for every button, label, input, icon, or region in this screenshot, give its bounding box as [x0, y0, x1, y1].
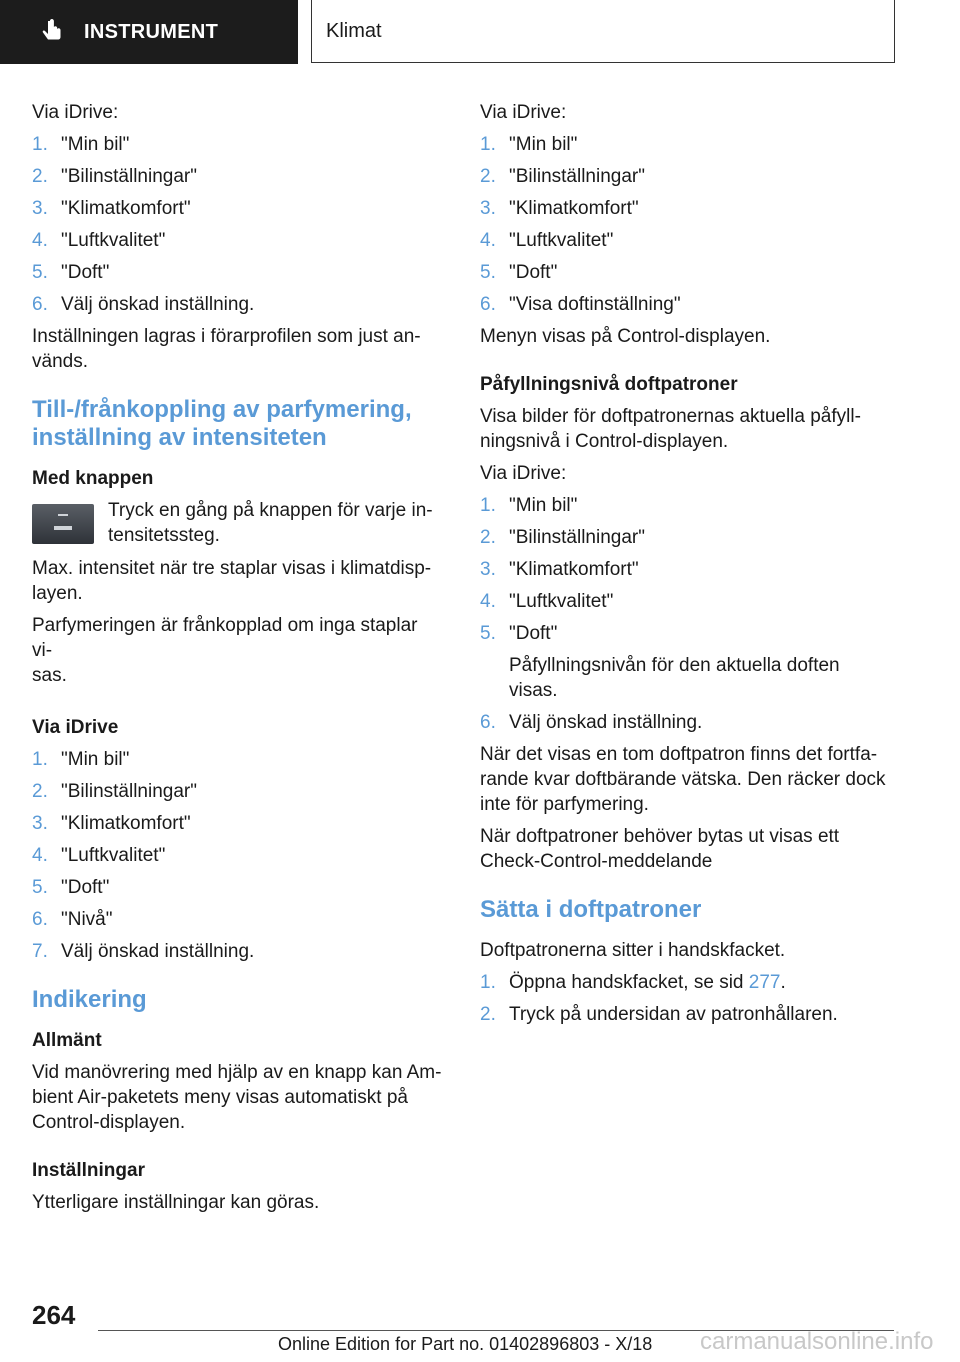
hand-pointer-icon [38, 18, 66, 46]
list-item: 6. Välj önskad inställning. [480, 712, 703, 733]
list-item: 2. "Bilinställningar" [32, 166, 197, 187]
button-description-text: Tryck en gång på knappen för varje in- tensitetssteg. [108, 500, 433, 546]
steps-list-3 [480, 132, 890, 317]
list-item-note: Påfyllningsnivån för den aktuella doften visas. [509, 655, 840, 701]
paragraph: Parfymeringen är frånkopplad om inga staplar vi- sas. [32, 615, 418, 686]
list-item: 1. "Min bil" [480, 495, 578, 516]
steps-list-5 [480, 970, 890, 1027]
list-item: 1. "Min bil" [32, 134, 130, 155]
list-item: 7. Välj önskad inställning. [32, 941, 255, 962]
via-idrive-label: Via iDrive: [480, 463, 567, 484]
list-item: 1. "Min bil" [32, 749, 130, 770]
list-item: 6. Välj önskad inställning. [32, 294, 255, 315]
list-item: 6. "Nivå" [32, 909, 113, 930]
subheading: Med knappen [32, 468, 154, 489]
section-label: Klimat [326, 19, 382, 42]
page-footer [0, 1290, 960, 1362]
section-tab [311, 0, 895, 63]
list-item: 5. "Doft" [32, 262, 110, 283]
paragraph: Doftpatronerna sitter i handskfacket. [480, 940, 786, 961]
paragraph: När det visas en tom doftpatron finns det fortfa- rande kvar doftbärande vätska. Den räcker dock inte för parfymering. [480, 744, 886, 815]
section-heading: Till-/frånkoppling av parfymering, inställning av intensiteten [32, 396, 412, 451]
list-item: 5. "Doft" [32, 877, 110, 898]
subheading: Via iDrive [32, 717, 119, 738]
list-item: 4. "Luftkvalitet" [480, 230, 614, 251]
via-idrive-label: Via iDrive: [480, 102, 567, 123]
list-item: 3. "Klimatkomfort" [480, 559, 639, 580]
chapter-label: INSTRUMENT [84, 20, 219, 43]
list-item: 2. "Bilinställningar" [480, 527, 645, 548]
list-item: 1. "Min bil" [480, 134, 578, 155]
paragraph: Inställningen lagras i förarprofilen som just an- vänds. [32, 326, 421, 372]
list-item: 2. "Bilinställningar" [32, 781, 197, 802]
list-item: 2. Tryck på undersidan av patronhållaren. [480, 1004, 838, 1025]
page-header [0, 0, 960, 66]
list-item: 3. "Klimatkomfort" [480, 198, 639, 219]
list-item: 5. "Doft" Påfyllningsnivån för den aktuella doften visas. [480, 621, 890, 703]
paragraph: Ytterligare inställningar kan göras. [32, 1192, 320, 1213]
list-item: 3. "Klimatkomfort" [32, 198, 191, 219]
steps-list-4 [480, 493, 890, 735]
list-item: 4. "Luftkvalitet" [32, 845, 166, 866]
subheading: Påfyllningsnivå doftpatroner [480, 374, 738, 395]
steps-list-2 [32, 747, 442, 964]
paragraph: Max. intensitet när tre staplar visas i klimatdisp- layen. [32, 558, 432, 604]
subheading: Inställningar [32, 1160, 145, 1181]
list-item: 2. "Bilinställningar" [480, 166, 645, 187]
list-item: 1. Öppna handskfacket, se sid 277. [480, 972, 786, 993]
paragraph: Menyn visas på Control-displayen. [480, 326, 771, 347]
subheading: Allmänt [32, 1030, 102, 1051]
edition-text: Online Edition for Part no. 01402896803 - X/18 [278, 1334, 653, 1354]
button-description [32, 498, 442, 548]
list-item: 3. "Klimatkomfort" [32, 813, 191, 834]
watermark: carmanualsonline.info [700, 1328, 934, 1355]
section-heading: Sätta i doftpatroner [480, 896, 702, 923]
left-column [32, 100, 442, 1222]
paragraph: När doftpatroner behöver bytas ut visas ett Check-Control-meddelande [480, 826, 840, 872]
via-idrive-label: Via iDrive: [32, 102, 119, 123]
page-number: 264 [32, 1300, 76, 1330]
right-column [480, 100, 890, 1034]
list-item: 5. "Doft" [480, 262, 558, 283]
fragrance-button-image [32, 504, 94, 544]
list-item: 6. "Visa doftinställning" [480, 294, 681, 315]
list-item: 4. "Luftkvalitet" [32, 230, 166, 251]
paragraph: Visa bilder för doftpatronernas aktuella påfyll- ningsnivå i Control-displayen. [480, 406, 861, 452]
paragraph: Vid manövrering med hjälp av en knapp kan Am- bient Air-paketets meny visas automatiskt på Control-displayen. [32, 1062, 442, 1133]
page-reference-link[interactable]: 277 [748, 972, 781, 993]
chapter-tab [0, 0, 298, 64]
list-item: 4. "Luftkvalitet" [480, 591, 614, 612]
steps-list-1 [32, 132, 442, 317]
section-heading: Indikering [32, 986, 147, 1013]
